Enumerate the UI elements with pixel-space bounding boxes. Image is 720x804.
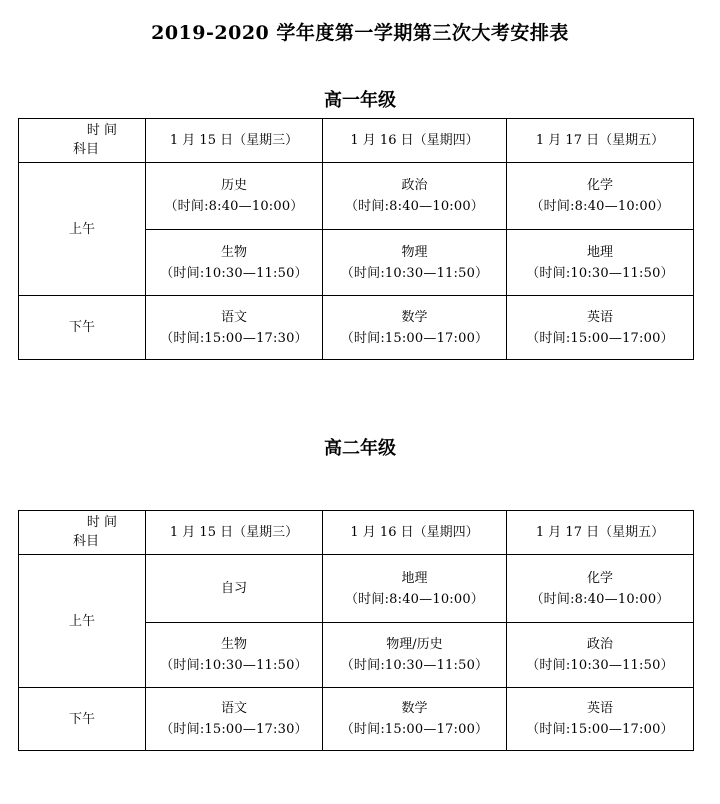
exam-subject: 英语 — [586, 701, 613, 716]
exam-cell — [323, 296, 507, 360]
document-title: 2019-2020 学年度第一学期第三次大考安排表 — [151, 22, 569, 44]
exam-cell — [507, 623, 694, 688]
exam-cell — [146, 230, 323, 296]
exam-time: （时间:10:30—11:50） — [526, 265, 674, 281]
exam-time: （时间:8:40—10:00） — [530, 591, 670, 607]
exam-subject: 数学 — [401, 309, 428, 325]
corner-subject-label: 科目 — [73, 142, 100, 157]
exam-subject: 生物 — [220, 244, 247, 260]
exam-time: （时间:8:40—10:00） — [344, 199, 485, 214]
day-header-jan15: 1 月 15 日（星期三） — [146, 119, 323, 163]
exam-cell — [146, 296, 323, 360]
exam-time: （时间:8:40—10:00） — [530, 199, 670, 214]
exam-time: （时间:15:00—17:00） — [526, 330, 674, 346]
exam-time: （时间:15:00—17:30） — [160, 722, 308, 737]
exam-time: （时间:15:00—17:00） — [340, 722, 489, 737]
corner-time-label: 时 间 — [86, 123, 117, 138]
exam-time: （时间:10:30—11:50） — [340, 658, 489, 673]
exam-cell — [507, 555, 694, 623]
exam-time: （时间:10:30—11:50） — [526, 658, 674, 673]
exam-cell — [146, 163, 323, 230]
grade-1-heading: 高一年级 — [324, 90, 396, 111]
exam-time: （时间:10:30—11:50） — [160, 658, 308, 673]
day-header-jan17: 1 月 17 日（星期五） — [507, 119, 694, 163]
exam-cell — [323, 163, 507, 230]
day-header-jan17: 1 月 17 日（星期五） — [507, 511, 694, 555]
exam-subject: 化学 — [586, 178, 613, 193]
exam-cell — [507, 688, 694, 751]
exam-cell — [146, 623, 323, 688]
corner-time-label: 时 间 — [86, 515, 117, 530]
exam-subject: 政治 — [586, 637, 613, 652]
exam-subject: 物理 — [401, 244, 428, 260]
morning-label: 上午 — [19, 163, 146, 296]
exam-cell — [507, 296, 694, 360]
exam-cell — [507, 163, 694, 230]
exam-cell — [323, 688, 507, 751]
header-corner-cell — [19, 511, 146, 555]
exam-cell — [323, 555, 507, 623]
exam-cell — [323, 230, 507, 296]
afternoon-label: 下午 — [19, 296, 146, 360]
exam-subject: 英语 — [586, 309, 613, 325]
grade-2-heading: 高二年级 — [324, 438, 396, 459]
afternoon-label: 下午 — [19, 688, 146, 751]
exam-schedule-table-grade-1 — [18, 118, 694, 360]
exam-time: （时间:15:00—17:00） — [526, 722, 674, 737]
exam-schedule-table-grade-2 — [18, 510, 694, 751]
exam-subject: 自习 — [220, 581, 247, 596]
exam-cell — [507, 230, 694, 296]
exam-subject: 语文 — [220, 309, 247, 325]
exam-subject: 地理 — [401, 570, 428, 586]
exam-cell — [323, 623, 507, 688]
exam-cell — [146, 688, 323, 751]
header-corner-cell — [19, 119, 146, 163]
exam-subject: 政治 — [401, 178, 428, 193]
exam-time: （时间:15:00—17:30） — [160, 330, 308, 346]
day-header-jan16: 1 月 16 日（星期四） — [323, 511, 507, 555]
exam-time: （时间:10:30—11:50） — [340, 265, 489, 281]
exam-subject: 化学 — [586, 570, 613, 586]
day-header-jan16: 1 月 16 日（星期四） — [323, 119, 507, 163]
exam-subject: 数学 — [401, 701, 428, 716]
exam-subject: 地理 — [586, 244, 613, 260]
exam-subject: 物理/历史 — [386, 637, 443, 652]
exam-time: （时间:15:00—17:00） — [340, 330, 489, 346]
morning-label: 上午 — [19, 555, 146, 688]
exam-time: （时间:8:40—10:00） — [164, 199, 304, 214]
exam-subject: 语文 — [220, 701, 247, 716]
day-header-jan15: 1 月 15 日（星期三） — [146, 511, 323, 555]
exam-time: （时间:10:30—11:50） — [160, 265, 308, 281]
exam-time: （时间:8:40—10:00） — [344, 591, 485, 607]
exam-cell — [146, 555, 323, 623]
exam-subject: 生物 — [220, 637, 247, 652]
corner-subject-label: 科目 — [73, 534, 100, 549]
exam-subject: 历史 — [220, 178, 247, 193]
